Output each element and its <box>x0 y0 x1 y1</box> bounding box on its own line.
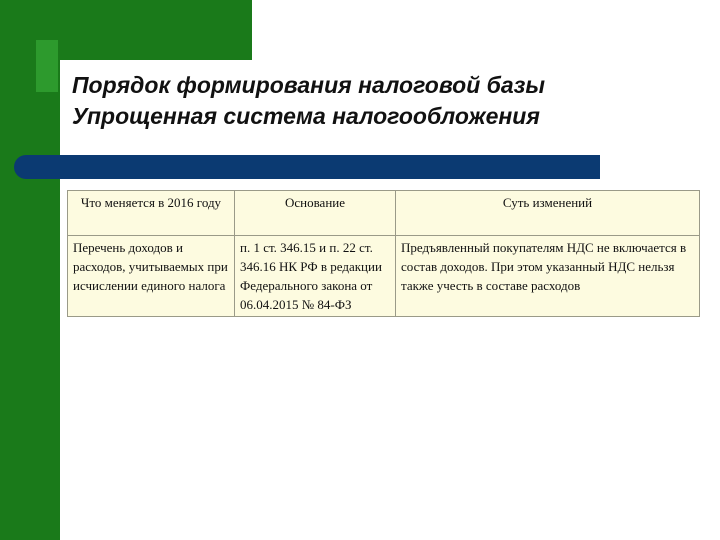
green-accent-block <box>36 40 58 92</box>
table-header-row <box>68 191 700 236</box>
cell-what-changes: Перечень доходов и расходов, учитываемых при исчислении единого налога <box>68 236 235 317</box>
header-essence: Суть изменений <box>396 191 700 236</box>
changes-table <box>67 190 700 317</box>
cell-basis: п. 1 ст. 346.15 и п. 22 ст. 346.16 НК РФ в редакции Федерального закона от 06.04.2015 № 84-ФЗ <box>235 236 396 317</box>
header-what-changes: Что меняется в 2016 году <box>68 191 235 236</box>
cell-essence: Предъявленный покупателям НДС не включается в состав доходов. При этом указанный НДС нельзя также учесть в составе расходов <box>396 236 700 317</box>
header-basis: Основание <box>235 191 396 236</box>
slide-title: Порядок формирования налоговой базы <box>72 72 546 98</box>
slide-title-area <box>60 60 720 150</box>
blue-divider-bar <box>14 155 600 179</box>
slide-subtitle: Упрощенная система налогообложения <box>72 103 540 129</box>
table-row <box>68 236 700 317</box>
